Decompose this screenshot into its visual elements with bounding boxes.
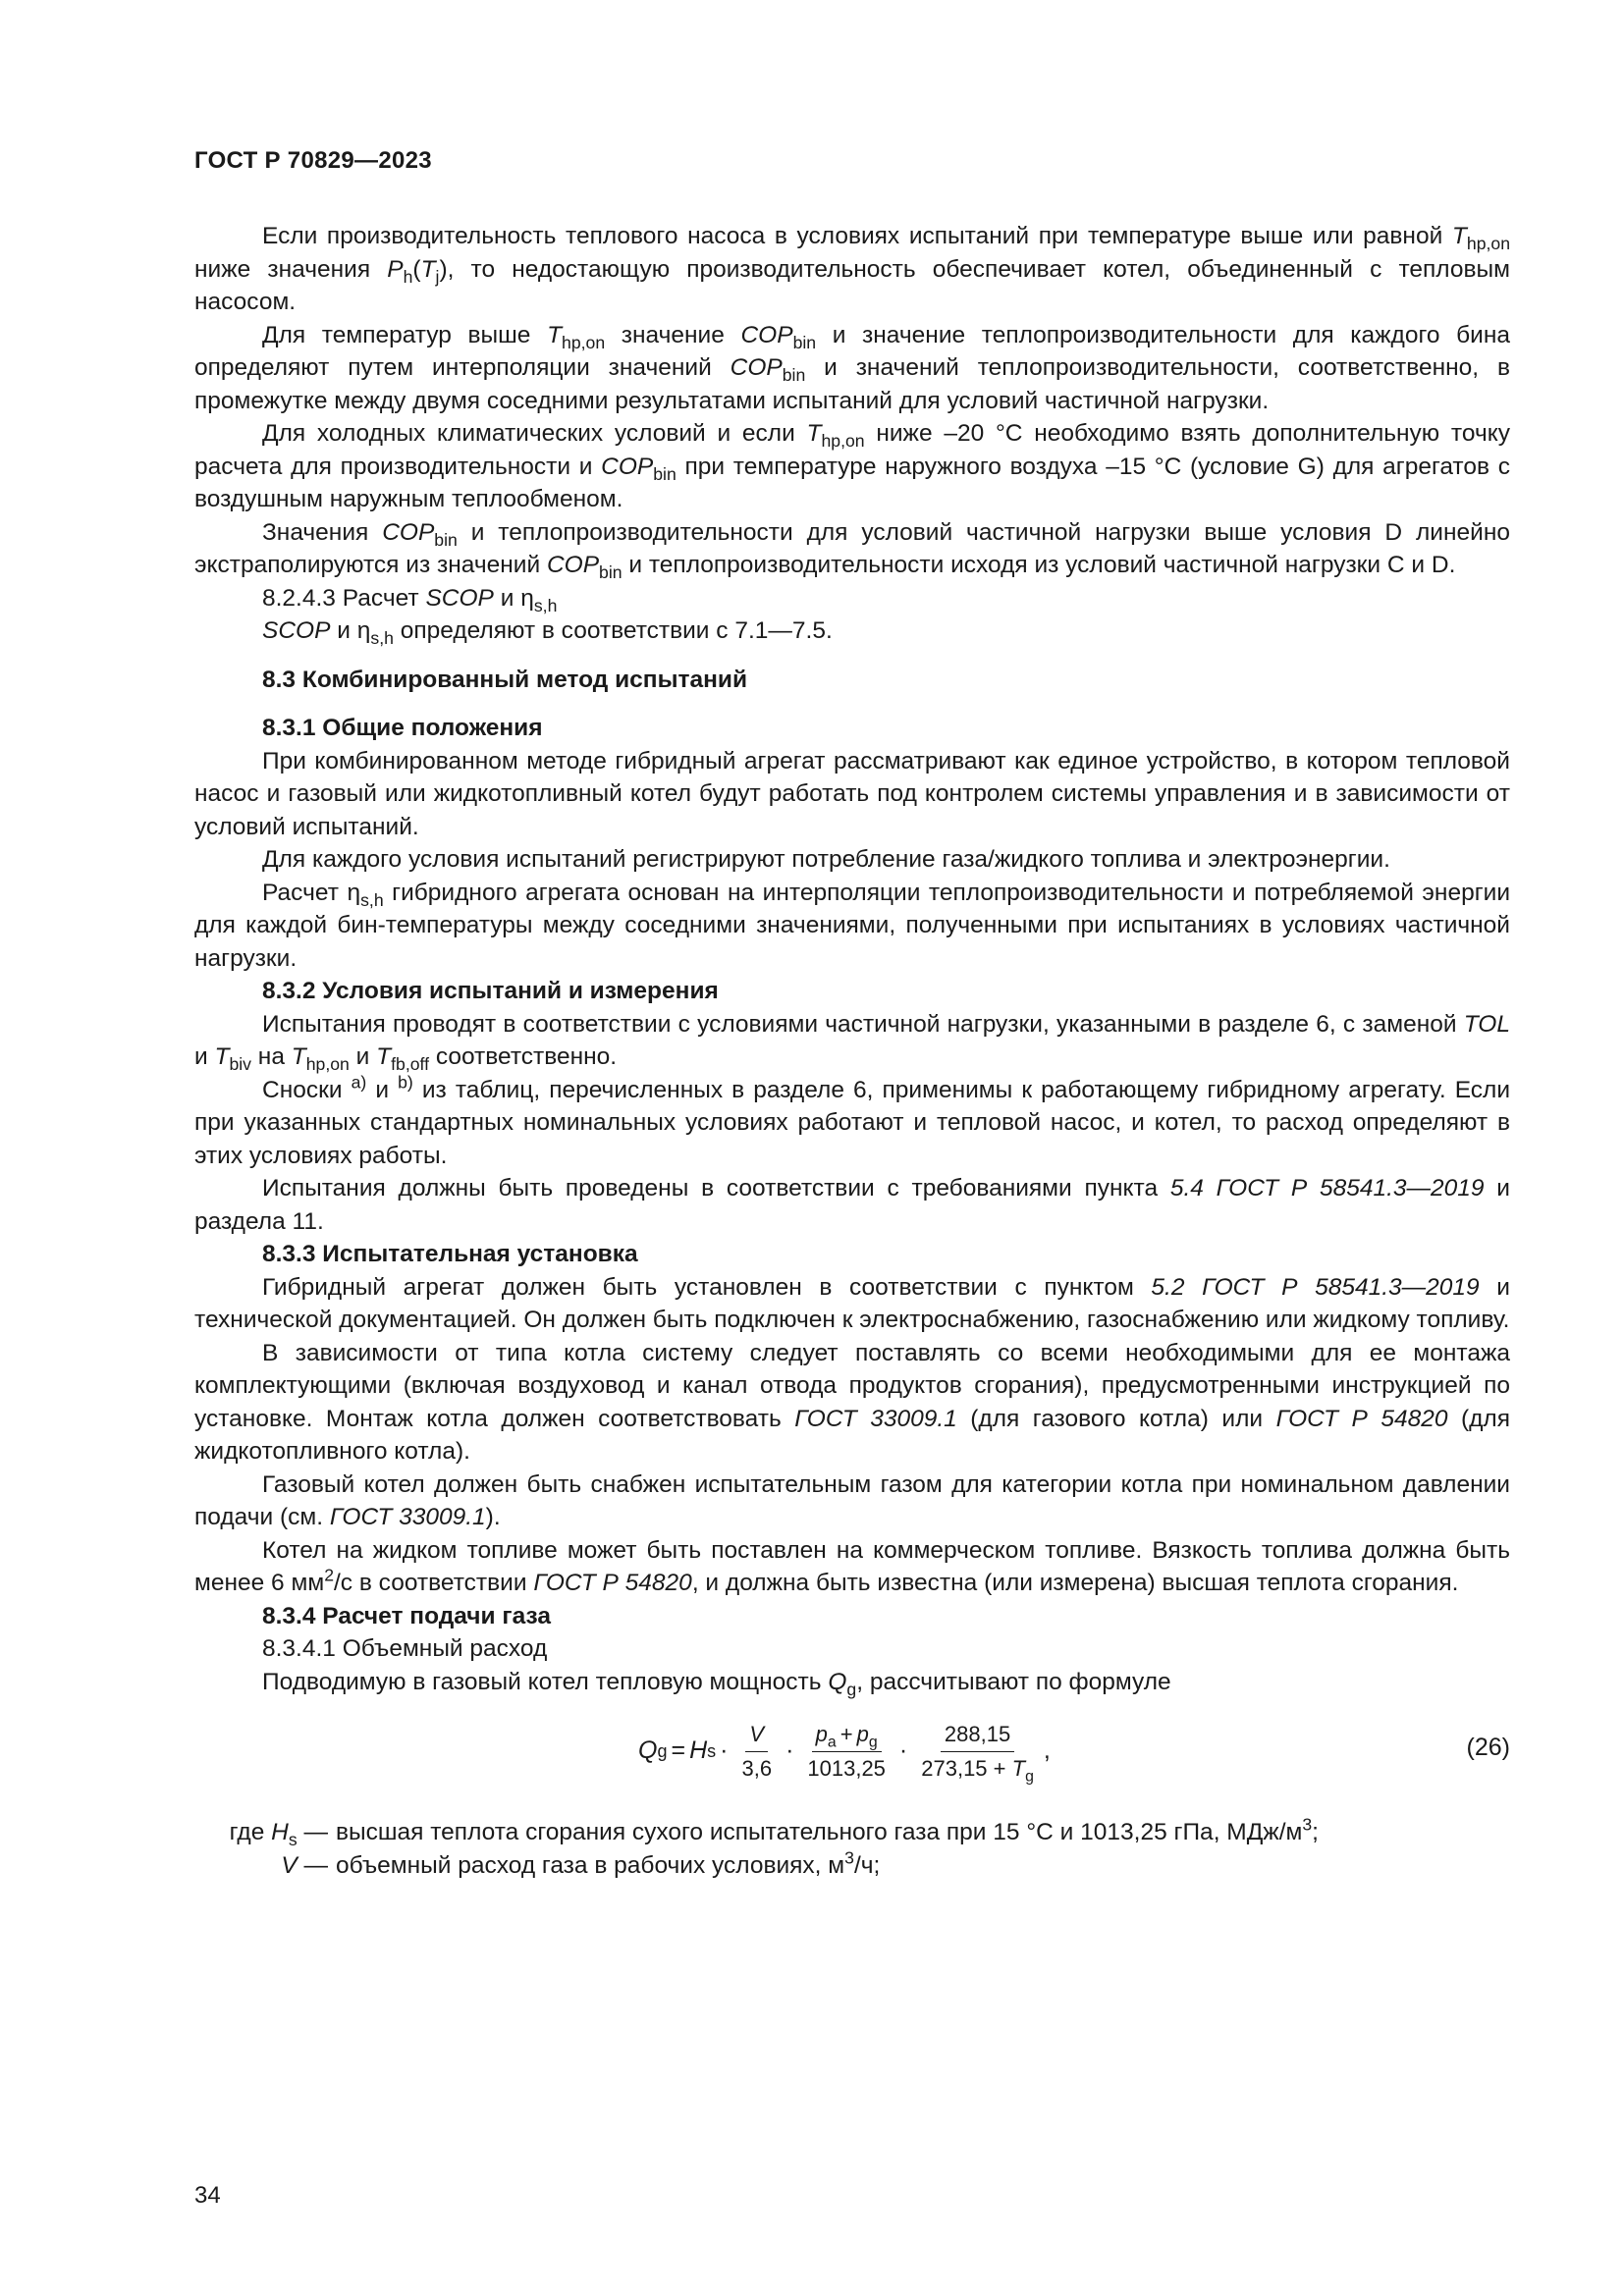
paragraph: Испытания проводят в соответствии с условиями частичной нагрузки, указанными в разделе 6, с заменой TOL и $T_{biv}$ на $T_{hp,on}$ и $T_{fb,off}$ соответственно. (194, 1010, 1510, 1075)
formula-number: (26) (1466, 1734, 1510, 1761)
page-number: 34 (194, 2182, 221, 2209)
paragraph: Котел на жидком топливе может быть поставлен на коммерческом топливе. Вязкость топлива должна быть менее 6 $мм^2/с$ в соответствии ГОСТ Р 54820, и должна быть известна (или измерена) высшая теплота сгорания. (194, 1536, 1510, 1596)
paragraph: Сноски $^{a)}$ и $^{b)}$ из таблиц, перечисленных в разделе 6, применимы к работающему гибридному агрегату. Если при указанных стандартных номинальных условиях работают и тепловой насос, и котел, то расход определяют в этих условиях работы. (194, 1071, 1510, 1169)
paragraph: При комбинированном методе гибридный агрегат рассматривают как единое устройство, в котором тепловой насос и газовый или жидкотопливный котел будут работать под контролем системы управления и в зависимости от условий испытаний. (194, 747, 1510, 840)
formula-body: Q g = H s · $\frac{V}{3,6}$ · $\frac{p_a + p_g}{1013,25}$ · $\frac{288,15}{273,15 + T_g}$ , (638, 1721, 1051, 1786)
fraction-pressure: $\frac{p_a + p_g}{1013,25}$ (807, 1721, 886, 1781)
paragraph: Испытания должны быть проведены в соответствии с требованиями пункта 5.4 ГОСТ Р 58541.3—2019 и раздела 11. (194, 1175, 1510, 1235)
section-heading-8-3-2: 8.3.2 Условия испытаний и измерения (262, 978, 719, 1004)
body-text (194, 220, 1510, 1882)
subsection-8-2-4-3: 8.2.4.3 Расчет SCOP и $\eta_{s,h}$ (262, 584, 558, 615)
paragraph: Для температур выше $T_{hp,on}$ значение $COP_{bin}$ и значение теплопроизводительности для каждого бина определяют путем интерполяции значений $COP_{bin}$ и значений теплопроизводительности, соответственно, в промежутке между двумя соседними результатами испытаний для условий частичной нагрузки. (194, 321, 1510, 414)
subsection-8-3-4-1: 8.3.4.1 Объемный расход (262, 1635, 548, 1662)
paragraph: Расчет $\eta_{s,h}$ гибридного агрегата основан на интерполяции теплопроизводительности и потребляемой энергии для каждой бин-температуры между соседними значениями, полученными при испытаниях в условиях частичной нагрузки. (194, 879, 1511, 972)
page-header: ГОСТ Р 70829—2023 (194, 147, 432, 174)
paragraph: Подводимую в газовый котел тепловую мощность $Q_g$, рассчитывают по формуле (262, 1668, 1171, 1699)
paragraph: Значения $COP_{bin}$ и теплопроизводительности для условий частичной нагрузки выше условия D линейно экстраполируются из значений $COP_{bin}$ и теплопроизводительности исходя из условий частичной нагрузки C и D. (194, 518, 1510, 583)
paragraph: Если производительность теплового насоса в условиях испытаний при температуре выше или равной $T_{hp,on}$ ниже значения $P_h(T_j)$, то недостающую производительность обеспечивает котел, объединенный с тепловым насосом. (194, 223, 1510, 315)
symbol-definitions (194, 1816, 1510, 1882)
paragraph: Газовый котел должен быть снабжен испытательным газом для категории котла при номинальном давлении подачи (см. ГОСТ 33009.1). (194, 1470, 1510, 1530)
definition-hs: где $H_s$ — высшая теплота сгорания сухого испытательного газа при 15 °С и 1013,25 гПа, МДж/$м^3$; (229, 1814, 1319, 1850)
section-heading-8-3-3: 8.3.3 Испытательная установка (262, 1241, 638, 1267)
paragraph: SCOP и $\eta_{s,h}$ определяют в соответствии с 7.1—7.5. (262, 617, 833, 649)
definition-v: V — объемный расход газа в рабочих условиях, $м^3/ч$; (281, 1846, 881, 1879)
formula-26 (194, 1706, 1510, 1796)
paragraph: Для холодных климатических условий и если $T_{hp,on}$ ниже –20 °С необходимо взять дополнительную точку расчета для производительности и $COP_{bin}$ при температуре наружного воздуха –15 °С (условие G) для агрегатов с воздушным наружным теплообменом. (194, 420, 1510, 512)
paragraph: Гибридный агрегат должен быть установлен в соответствии с пунктом 5.2 ГОСТ Р 58541.3—2019 и технической документацией. Он должен быть подключен к электроснабжению, газоснабжению или жидкому топливу. (194, 1273, 1510, 1333)
section-heading-8-3-4: 8.3.4 Расчет подачи газа (262, 1602, 551, 1629)
section-heading-8-3: 8.3 Комбинированный метод испытаний (262, 666, 748, 693)
paragraph: В зависимости от типа котла систему следует поставлять со всеми необходимыми для ее монтажа комплектующими (включая воздуховод и канал отвода продуктов сгорания), предусмотренными инструкцией по установке. Монтаж котла должен соответствовать ГОСТ 33009.1 (для газового котла) или ГОСТ Р 54820 (для жидкотопливного котла). (194, 1339, 1510, 1465)
fraction-v: $\frac{V}{3,6}$ (741, 1721, 773, 1781)
section-heading-8-3-1: 8.3.1 Общие положения (262, 715, 543, 741)
paragraph: Для каждого условия испытаний регистрируют потребление газа/жидкого топлива и электроэнергии. (262, 846, 1390, 873)
fraction-temperature: $\frac{288,15}{273,15 + T_g}$ (921, 1721, 1034, 1786)
